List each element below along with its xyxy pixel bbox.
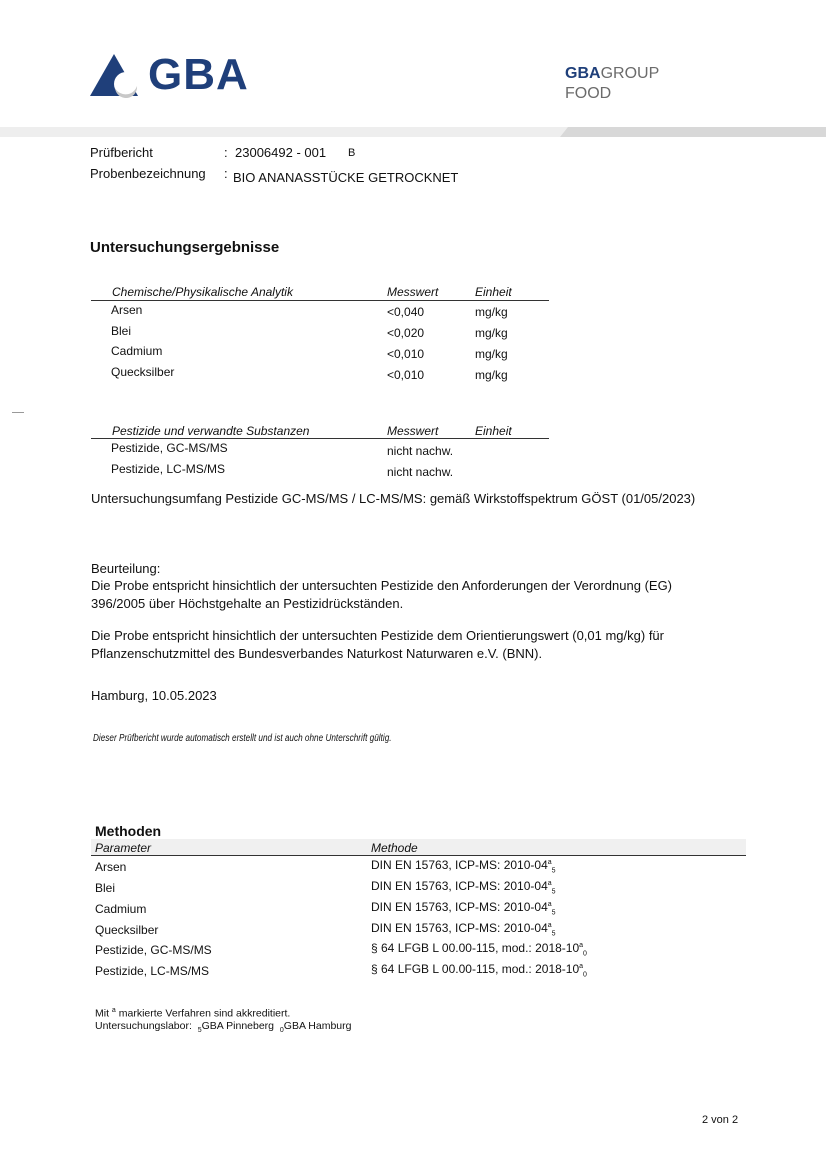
pest-header-rule (91, 438, 549, 439)
chem-param: Quecksilber (111, 365, 175, 379)
chem-value: <0,010 (387, 368, 425, 382)
method-text (371, 941, 587, 957)
group-brand-name: GBA (565, 65, 601, 82)
labs-note (95, 1020, 351, 1034)
chem-col-param: Chemische/Physikalische Analytik (112, 285, 293, 299)
sample-label: Probenbezeichnung (90, 166, 206, 181)
sample-sep: : (224, 166, 228, 181)
method-text (371, 900, 556, 916)
method-param: Pestizide, GC-MS/MS (95, 943, 212, 957)
pest-value: nicht nachw. (387, 444, 454, 458)
chem-unit: mg/kg (475, 326, 508, 340)
method-param: Pestizide, LC-MS/MS (95, 964, 210, 978)
sample-name: BIO ANANASSTÜCKE GETROCKNET (233, 170, 459, 185)
chem-header-rule (91, 300, 549, 301)
accredited-mark: a (547, 880, 552, 887)
methods-header-bg (91, 839, 746, 855)
method-name: DIN EN 15763, ICP-MS: 2010-04 (371, 900, 548, 914)
accredited-mark: a (547, 922, 552, 929)
method-name: § 64 LFGB L 00.00-115, mod.: 2018-10 (371, 941, 580, 955)
assessment-p1-line1: Die Probe entspricht hinsichtlich der untersuchten Pestizide den Anforderungen der Verordnung (EG) (91, 578, 673, 593)
lab1-name: GBA Pinneberg (201, 1020, 275, 1032)
chem-value: <0,020 (387, 326, 425, 340)
method-text (371, 921, 556, 937)
method-text (371, 962, 587, 978)
group-brand-line (565, 64, 659, 84)
method-name: DIN EN 15763, ICP-MS: 2010-04 (371, 879, 548, 893)
method-param: Arsen (95, 860, 127, 874)
accredited-mark: a (579, 963, 584, 970)
assessment-p1-line2: 396/2005 über Höchstgehalte an Pestizidrückständen. (91, 596, 404, 611)
lab2-code: 0 (279, 1027, 284, 1035)
lab-code: 5 (551, 888, 556, 896)
assessment-p2-line1: Die Probe entspricht hinsichtlich der untersuchten Pestizide dem Orientierungswert (0,01 mg/kg) für (91, 628, 664, 643)
chem-param: Blei (111, 324, 132, 338)
chem-param: Cadmium (111, 344, 163, 358)
assessment-p2-line2: Pflanzenschutzmittel des Bundesverbandes Naturkost Naturwaren e.V. (BNN). (91, 646, 543, 661)
assessment-label: Beurteilung: (91, 561, 161, 576)
report-sep: : (224, 145, 228, 160)
pest-param: Pestizide, GC-MS/MS (111, 441, 228, 455)
lab-code: 5 (551, 867, 556, 875)
results-heading: Untersuchungsergebnisse (90, 239, 280, 256)
method-param: Quecksilber (95, 923, 159, 937)
scope-text: Untersuchungsumfang Pestizide GC-MS/MS / LC-MS/MS: gemäß Wirkstoffspektrum GÖST (01/05/2023) (91, 491, 696, 506)
chem-col-value: Messwert (387, 285, 439, 299)
chem-col-unit: Einheit (475, 285, 512, 299)
methods-heading: Methoden (95, 823, 162, 839)
method-text (371, 858, 556, 874)
pest-param: Pestizide, LC-MS/MS (111, 462, 226, 476)
chem-value: <0,010 (387, 347, 425, 361)
gba-logo-mark-icon (90, 52, 146, 98)
chem-value: <0,040 (387, 305, 425, 319)
lab2-name: GBA Hamburg (283, 1020, 352, 1032)
margin-mark (12, 412, 24, 413)
chem-unit: mg/kg (475, 347, 508, 361)
header-band-accent (560, 127, 826, 137)
chem-unit: mg/kg (475, 368, 508, 382)
methods-header-rule (91, 855, 746, 856)
accredited-mark: a (547, 901, 552, 908)
lab-code: 0 (583, 971, 587, 979)
chem-param: Arsen (111, 303, 143, 317)
labs-label: Untersuchungslabor: (95, 1020, 192, 1032)
lab-code: 5 (551, 930, 556, 938)
group-brand-suffix: GROUP (600, 65, 660, 82)
method-name: § 64 LFGB L 00.00-115, mod.: 2018-10 (371, 962, 580, 976)
methods-col-param: Parameter (95, 841, 152, 855)
lab-code: 5 (551, 909, 556, 917)
accreditation-note (95, 1007, 290, 1020)
method-text (371, 879, 556, 895)
method-name: DIN EN 15763, ICP-MS: 2010-04 (371, 858, 548, 872)
group-brand (565, 64, 659, 104)
method-param: Blei (95, 881, 116, 895)
accred-post: markierte Verfahren sind akkreditiert. (118, 1007, 291, 1020)
lab1-code: 5 (197, 1027, 202, 1035)
auto-note: Dieser Prüfbericht wurde automatisch erstellt und ist auch ohne Unterschrift gültig. (93, 733, 392, 744)
pest-value: nicht nachw. (387, 465, 454, 479)
report-suffix: B (348, 147, 356, 159)
page-number: 2 von 2 (702, 1114, 739, 1126)
place-date: Hamburg, 10.05.2023 (91, 688, 217, 703)
accredited-mark: a (579, 942, 584, 949)
accred-pre: Mit (95, 1007, 109, 1020)
report-number: 23006492 - 001 (235, 145, 327, 160)
method-param: Cadmium (95, 902, 147, 916)
method-name: DIN EN 15763, ICP-MS: 2010-04 (371, 921, 548, 935)
lab-code: 0 (583, 950, 587, 958)
pest-col-value: Messwert (387, 424, 439, 438)
methods-col-method: Methode (371, 841, 418, 855)
pest-col-unit: Einheit (475, 424, 512, 438)
group-division: FOOD (565, 85, 612, 102)
accredited-mark: a (547, 859, 552, 866)
report-label: Prüfbericht (90, 145, 153, 160)
logo-text: GBA (148, 50, 249, 99)
accred-mark: a (111, 1007, 116, 1014)
pest-col-param: Pestizide und verwandte Substanzen (112, 424, 310, 438)
gba-logo (90, 52, 260, 100)
chem-unit: mg/kg (475, 305, 508, 319)
